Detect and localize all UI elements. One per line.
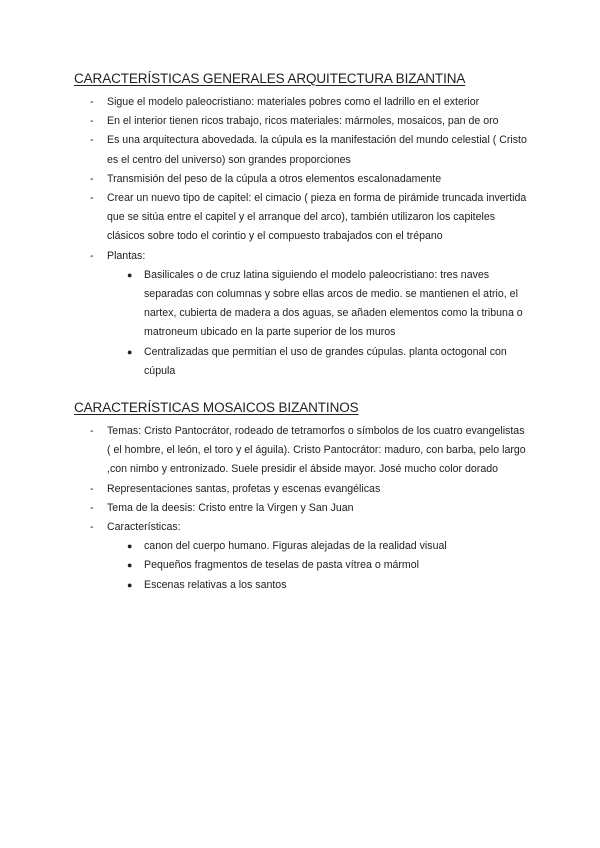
sublist-item (107, 576, 526, 595)
dash-bullet: - (90, 134, 94, 147)
section1-list (0, 93, 600, 381)
list-item-text: Representaciones santas, profetas y escenas evangélicas (107, 482, 381, 495)
list-item-text: Plantas: (107, 249, 146, 262)
sublist-item-text: canon del cuerpo humano. Figuras alejadas de la realidad visual (144, 540, 447, 553)
list-item-text: Tema de la deesis: Cristo entre la Virgen y San Juan (107, 501, 354, 514)
list-item-text: En el interior tienen ricos trabajo, ricos materiales: mármoles, mosaicos, pan de oro (107, 115, 499, 128)
sublist-item-text: Pequeños fragmentos de teselas de pasta vítrea o mármol (144, 559, 420, 572)
list-item (0, 131, 527, 169)
section1-title: CARACTERÍSTICAS GENERALES ARQUITECTURA BIZANTINA (74, 71, 466, 86)
dash-bullet: - (90, 172, 94, 185)
dash-bullet: - (90, 521, 94, 534)
list-item-text: Temas: Cristo Pantocrátor, rodeado de tetramorfos o símbolos de los cuatro evangelistas ( el hombre, el león, el toro y el águila). Cristo Pantocrátor: maduro, con barba, pelo largo ,con nimbo y entronizado. Suele presidir el ábside mayor. José mucho color dorado (107, 425, 526, 476)
sublist-item (107, 537, 526, 556)
dash-bullet: - (90, 96, 94, 108)
list-item (0, 480, 527, 499)
sublist-item (107, 343, 526, 381)
dash-bullet: - (90, 249, 94, 262)
list-item (0, 518, 527, 595)
section2-title: CARACTERÍSTICAS MOSAICOS BIZANTINOS (74, 400, 359, 415)
dash-bullet: - (90, 192, 94, 205)
list-item (0, 422, 527, 480)
sublist-item (107, 266, 526, 343)
list-item-text: Sigue el modelo paleocristiano: materiales pobres como el ladrillo en el exterior (107, 96, 480, 108)
dot-bullet: ● (127, 269, 133, 280)
list-item (0, 112, 527, 131)
dash-bullet: - (90, 482, 94, 495)
caracteristicas-sublist (107, 537, 527, 595)
dot-bullet: ● (127, 541, 133, 552)
list-item (0, 499, 527, 518)
dot-bullet: ● (127, 346, 133, 357)
sublist-item (107, 556, 526, 575)
list-item-text: Características: (107, 521, 181, 534)
dash-bullet: - (90, 425, 94, 437)
list-item (0, 93, 527, 112)
list-item (0, 189, 527, 247)
dot-bullet: ● (127, 560, 133, 571)
list-item-text: Es una arquitectura abovedada. la cúpula es la manifestación del mundo celestial ( Cristo es el centro del universo) son grandes proporciones (107, 134, 527, 166)
sublist-item-text: Basilicales o de cruz latina siguiendo el modelo paleocristiano: tres naves separadas con columnas y sobre ellas arcos de medio. se mantienen el atrio, el nartex, cubierta de madera a dos aguas, se añaden elementos como la tribuna o matroneum ubicado en la parte superior de los muros (144, 268, 523, 339)
dot-bullet: ● (127, 579, 133, 590)
section2-list (0, 422, 600, 595)
sublist-item-text: Escenas relativas a los santos (144, 578, 287, 591)
list-item (0, 247, 527, 381)
list-item-text: Crear un nuevo tipo de capitel: el cimacio ( pieza en forma de pirámide truncada invertida que se sitúa entre el capitel y el arranque del arco), también utilizaron los capiteles clásicos sobre todo el corintio y el compuesto trabajados con el trépano (107, 192, 527, 243)
dash-bullet: - (90, 115, 94, 128)
plantas-sublist (107, 266, 527, 381)
sublist-item-text: Centralizadas que permitían el uso de grandes cúpulas. planta octogonal con cúpula (144, 345, 507, 377)
dash-bullet: - (90, 501, 94, 514)
list-item (0, 170, 527, 189)
list-item-text: Transmisión del peso de la cúpula a otros elementos escalonadamente (107, 172, 442, 185)
